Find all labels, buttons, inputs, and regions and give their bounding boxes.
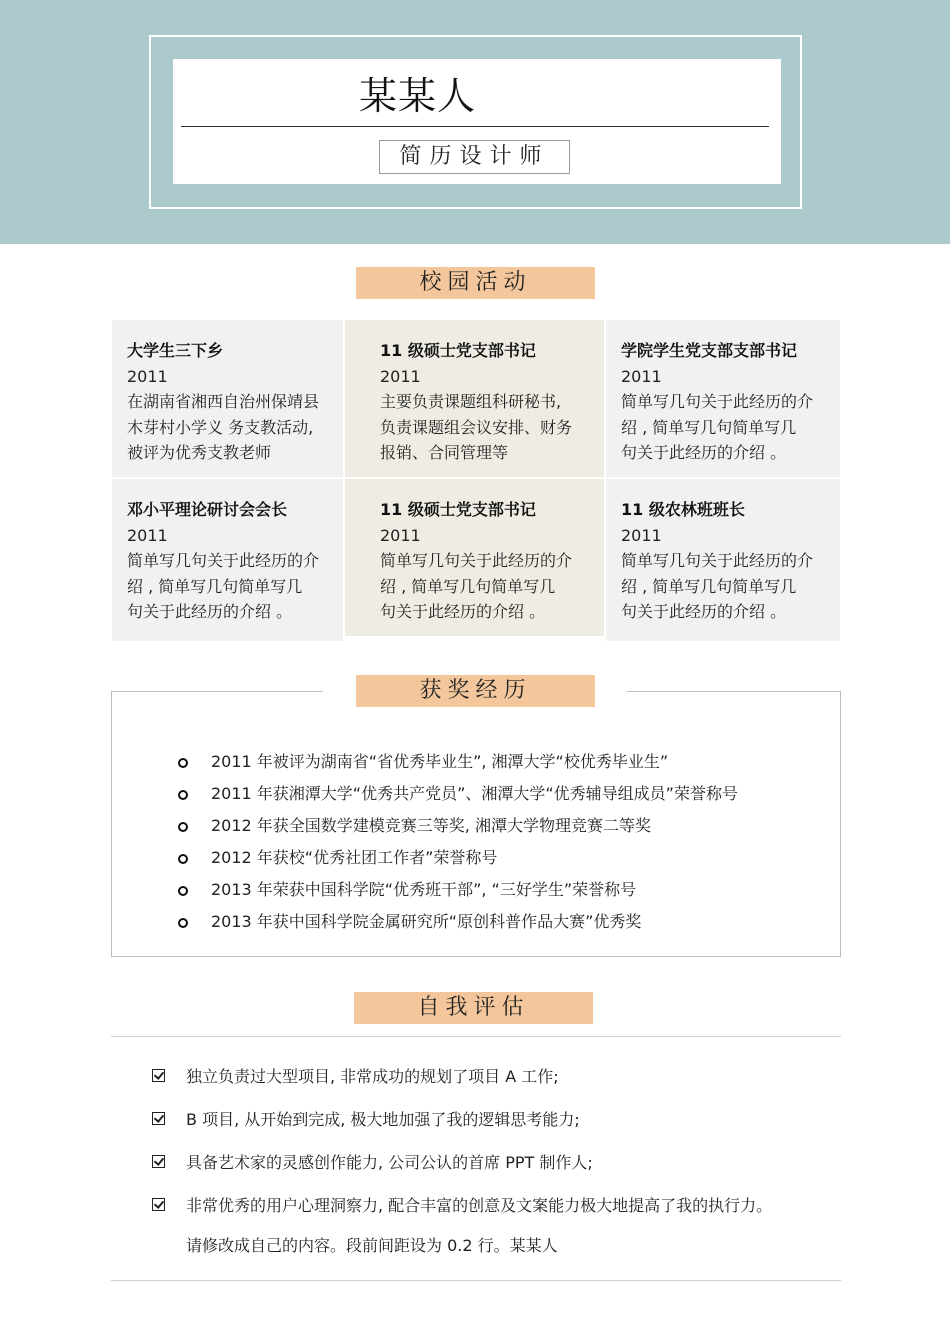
- evaluation-note: 请修改成自己的内容。段前间距设为 0.2 行。某某人: [186, 1236, 558, 1255]
- evaluation-item: [150, 1107, 840, 1132]
- checkbox-checked-icon: [152, 1155, 165, 1168]
- activity-desc-line: 绍 , 简单写几句简单写几: [621, 417, 797, 437]
- award-text: 2012 年获全国数学建模竞赛三等奖, 湘潭大学物理竞赛二等奖: [211, 816, 651, 835]
- bullet-circle-icon: [178, 854, 188, 864]
- activity-title: 11 级农林班班长: [621, 500, 745, 519]
- award-item: [178, 815, 778, 837]
- campus-activity-grid: [112, 320, 840, 641]
- activity-card: [345, 320, 604, 477]
- award-text: 2013 年荣获中国科学院“优秀班干部”, “三好学生”荣誉称号: [211, 880, 637, 899]
- activity-title: 学院学生党支部支部书记: [621, 341, 798, 360]
- activity-year: 2011: [380, 526, 421, 545]
- activity-desc-line: 绍 , 简单写几句简单写几: [621, 576, 797, 596]
- activity-desc-line: 在湖南省湘西自治州保靖县: [127, 392, 320, 411]
- award-text: 2011 年获湘潭大学“优秀共产党员”、湘潭大学“优秀辅导组成员”荣誉称号: [211, 784, 738, 803]
- activity-desc-line: 简单写几句关于此经历的介: [380, 551, 573, 570]
- awards-frame-topline: [111, 691, 323, 692]
- checkbox-checked-icon: [152, 1112, 165, 1125]
- activity-desc-line: 句关于此经历的介绍 。: [621, 602, 787, 621]
- section-title-campus: 校园活动: [356, 267, 595, 299]
- person-name: 某某人: [359, 74, 477, 118]
- activity-desc-line: 简单写几句关于此经历的介: [621, 551, 814, 570]
- checkbox-checked-icon: [152, 1069, 165, 1082]
- name-divider: [181, 126, 769, 127]
- evaluation-text: B 项目, 从开始到完成, 极大地加强了我的逻辑思考能力;: [186, 1110, 580, 1129]
- activity-desc-line: 句关于此经历的介绍 。: [380, 602, 546, 621]
- evaluation-divider-bottom: [111, 1280, 841, 1281]
- activity-card: [345, 479, 604, 636]
- bullet-circle-icon: [178, 918, 188, 928]
- activity-card: [112, 320, 343, 477]
- bullet-circle-icon: [178, 790, 188, 800]
- bullet-circle-icon: [178, 758, 188, 768]
- bullet-circle-icon: [178, 886, 188, 896]
- evaluation-item: [150, 1150, 840, 1175]
- awards-frame-topline: [627, 691, 841, 692]
- activity-title: 11 级硕士党支部书记: [380, 500, 536, 519]
- activity-year: 2011: [127, 526, 168, 545]
- evaluation-item: [150, 1064, 840, 1089]
- evaluation-text: 具备艺术家的灵感创作能力, 公司公认的首席 PPT 制作人;: [186, 1153, 593, 1172]
- evaluation-text: 独立负责过大型项目, 非常成功的规划了项目 A 工作;: [186, 1067, 559, 1086]
- award-item: [178, 783, 778, 805]
- award-item: [178, 751, 778, 773]
- activity-year: 2011: [621, 526, 662, 545]
- section-title-evaluation: 自我评估: [354, 992, 593, 1024]
- section-title-awards: 获奖经历: [356, 675, 595, 707]
- awards-list: [178, 751, 778, 943]
- bullet-circle-icon: [178, 822, 188, 832]
- evaluation-text: 非常优秀的用户心理洞察力, 配合丰富的创意及文案能力极大地提高了我的执行力。: [186, 1196, 773, 1215]
- job-title: 简历设计师: [379, 140, 570, 174]
- activity-year: 2011: [621, 367, 662, 386]
- activity-desc-line: 主要负责课题组科研秘书,: [380, 392, 562, 411]
- activity-year: 2011: [380, 367, 421, 386]
- activity-card: [112, 479, 343, 641]
- activity-card: [606, 479, 840, 641]
- award-text: 2013 年获中国科学院金属研究所“原创科普作品大赛”优秀奖: [211, 912, 642, 931]
- activity-desc-line: 负责课题组会议安排、财务: [380, 417, 573, 437]
- activity-desc-line: 简单写几句关于此经历的介: [621, 392, 814, 411]
- award-item: [178, 879, 778, 901]
- header-card: [173, 59, 781, 184]
- activity-title: 11 级硕士党支部书记: [380, 341, 536, 360]
- award-text: 2012 年获校“优秀社团工作者”荣誉称号: [211, 848, 498, 867]
- activity-desc-line: 报销、合同管理等: [380, 443, 509, 462]
- evaluation-item: [150, 1193, 840, 1218]
- activity-desc-line: 句关于此经历的介绍 。: [621, 443, 787, 462]
- evaluation-divider-top: [111, 1036, 841, 1037]
- activity-desc-line: 被评为优秀支教老师: [127, 443, 272, 462]
- evaluation-list: [150, 1064, 840, 1236]
- activity-desc-line: 简单写几句关于此经历的介: [127, 551, 320, 570]
- activity-year: 2011: [127, 367, 168, 386]
- checkbox-checked-icon: [152, 1198, 165, 1211]
- activity-title: 大学生三下乡: [127, 341, 224, 360]
- activity-desc-line: 绍 , 简单写几句简单写几: [380, 576, 556, 596]
- award-item: [178, 911, 778, 933]
- activity-title: 邓小平理论研讨会会长: [127, 500, 288, 519]
- activity-desc-line: 木芽村小学义 务支教活动,: [127, 417, 314, 437]
- award-item: [178, 847, 778, 869]
- activity-desc-line: 绍 , 简单写几句简单写几: [127, 576, 303, 596]
- award-text: 2011 年被评为湖南省“省优秀毕业生”, 湘潭大学“校优秀毕业生”: [211, 752, 669, 771]
- activity-desc-line: 句关于此经历的介绍 。: [127, 602, 293, 621]
- activity-card: [606, 320, 840, 477]
